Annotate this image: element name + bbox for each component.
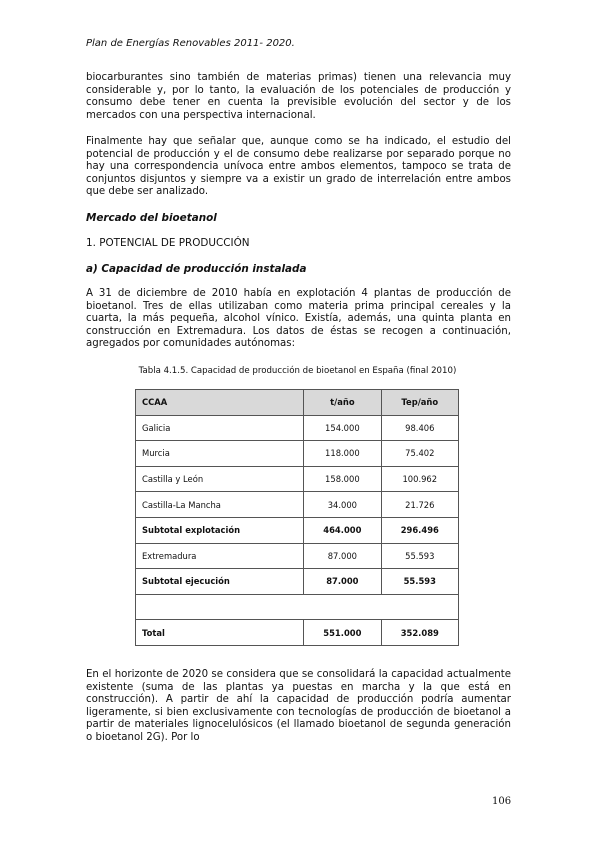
cell-tep-ano: 75.402: [381, 441, 458, 467]
cell-tep-ano: 55.593: [381, 543, 458, 569]
running-header: Plan de Energías Renovables 2011- 2020.: [86, 38, 295, 49]
cell-tep-ano: 21.726: [381, 492, 458, 518]
table-row: [136, 415, 459, 441]
cell-t-ano: 87.000: [304, 543, 381, 569]
table-row-empty: [136, 594, 459, 620]
column-header-t-ano: t/año: [304, 390, 381, 416]
cell-t-ano: 34.000: [304, 492, 381, 518]
section-heading-mercado: Mercado del bioetanol: [86, 212, 217, 224]
cell-ccaa: Subtotal ejecución: [136, 569, 304, 595]
table-caption: Tabla 4.1.5. Capacidad de producción de bioetanol en España (final 2010): [138, 366, 457, 376]
cell-t-ano: 154.000: [304, 415, 381, 441]
cell-t-ano: 551.000: [304, 620, 381, 646]
cell-ccaa: Extremadura: [136, 543, 304, 569]
paragraph-3: A 31 de diciembre de 2010 había en explotación 4 plantas de producción de bioetanol. Tres de ellas utilizaban como materia prima principal cereales y la cuarta, la más pequeña, alcohol vínico. Existía, además, una quinta planta en construcción en Extremadura. Los datos de éstas se recogen a continuación, agregados por comunidades autónomas:: [86, 288, 511, 350]
cell-t-ano: 87.000: [304, 569, 381, 595]
cell-tep-ano: 55.593: [381, 569, 458, 595]
subsection-heading-capacidad: a) Capacidad de producción instalada: [86, 263, 307, 275]
cell-ccaa: Subtotal explotación: [136, 517, 304, 543]
table-row-subtotal: [136, 569, 459, 595]
cell-tep-ano: 352.089: [381, 620, 458, 646]
paragraph-4: En el horizonte de 2020 se considera que se consolidará la capacidad actualmente existente (suma de las plantas ya puestas en marcha y la que está en construcción). A partir de ahí la capacidad de producción podría aumentar ligeramente, si bien exclusivamente con tecnologías de producción de bioetanol a partir de materiales lignocelulósicos (el llamado bioetanol de segunda generación o bioetanol 2G). Por lo: [86, 669, 511, 743]
table-row: [136, 466, 459, 492]
cell-t-ano: 118.000: [304, 441, 381, 467]
column-header-ccaa: CCAA: [136, 390, 304, 416]
capacity-table: [135, 389, 459, 646]
table-row-subtotal: [136, 517, 459, 543]
column-header-tep-ano: Tep/año: [381, 390, 458, 416]
cell-t-ano: 464.000: [304, 517, 381, 543]
cell-tep-ano: 98.406: [381, 415, 458, 441]
table-header-row: [136, 390, 459, 416]
section-heading-potencial: 1. POTENCIAL DE PRODUCCIÓN: [86, 237, 250, 249]
table-row: [136, 441, 459, 467]
paragraph-1: biocarburantes sino también de materias primas) tienen una relevancia muy considerable y, por lo tanto, la evaluación de los potenciales de producción y consumo debe tener en cuenta la previsible evolución del sector y de los mercados con una perspectiva internacional.: [86, 72, 511, 121]
table-row: [136, 492, 459, 518]
cell-ccaa: Galicia: [136, 415, 304, 441]
empty-cell: [136, 594, 459, 620]
cell-tep-ano: 296.496: [381, 517, 458, 543]
table-row-total: [136, 620, 459, 646]
cell-ccaa: Castilla y León: [136, 466, 304, 492]
cell-t-ano: 158.000: [304, 466, 381, 492]
cell-ccaa: Total: [136, 620, 304, 646]
table-row: [136, 543, 459, 569]
paragraph-2: Finalmente hay que señalar que, aunque como se ha indicado, el estudio del potencial de producción y el de consumo debe realizarse por separado porque no hay una correspondencia unívoca entre ambos elementos, tampoco se trata de conjuntos disjuntos y siempre va a existir un grado de interrelación entre ambos que debe ser analizado.: [86, 136, 511, 198]
cell-ccaa: Castilla-La Mancha: [136, 492, 304, 518]
page-number: 106: [492, 796, 512, 807]
cell-ccaa: Murcia: [136, 441, 304, 467]
cell-tep-ano: 100.962: [381, 466, 458, 492]
